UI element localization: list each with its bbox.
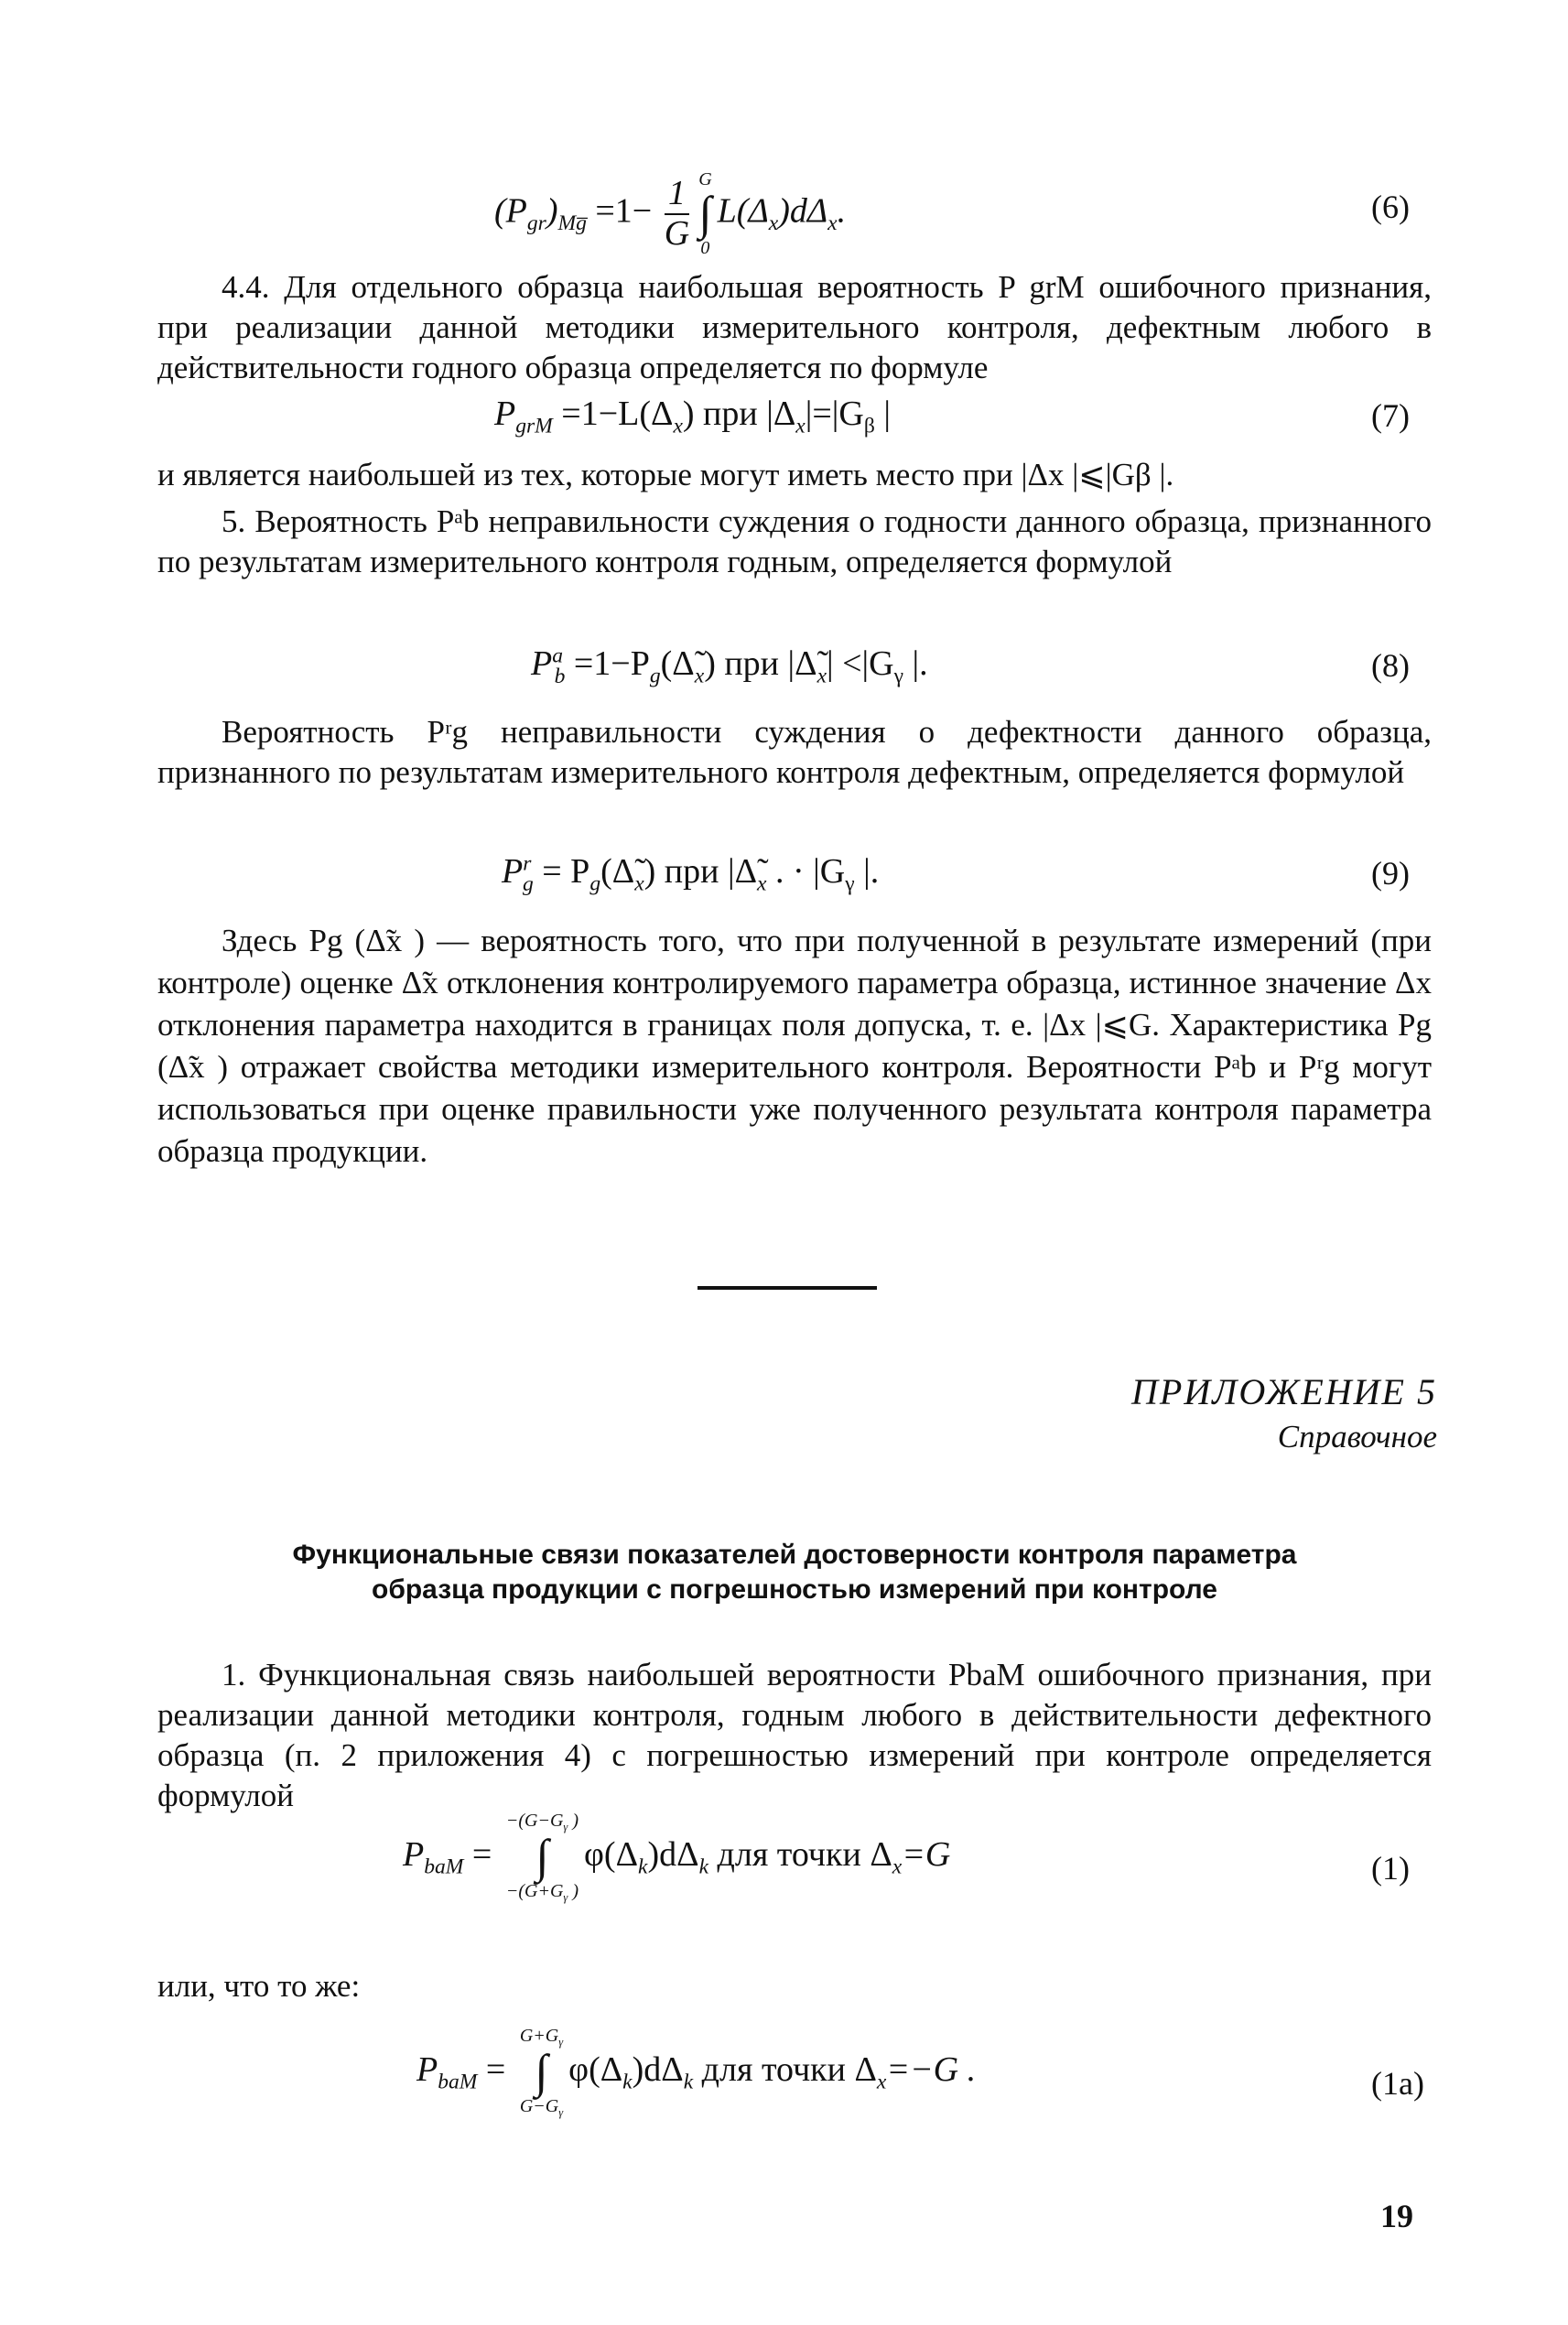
eq6-frac-den: G [664, 213, 690, 253]
eq1a-int-upper-sub: γ [558, 2036, 564, 2049]
eq7-rhs-sub: x [673, 414, 683, 438]
equation-1 [403, 1811, 950, 1904]
section-heading [157, 1538, 1432, 1607]
eq1-lhs-sub: baM [424, 1855, 464, 1879]
eq9-cond-close: |. [854, 852, 880, 891]
equation-7-number: (7) [1371, 397, 1410, 434]
equation-1a [416, 2026, 976, 2119]
eq9-lhs: P [502, 852, 524, 891]
eq6-integral [698, 169, 711, 259]
eq1a-integral [520, 2026, 563, 2119]
eq1a-integrand-end: )dΔ [632, 2049, 684, 2089]
equation-6 [494, 169, 846, 259]
eq1a-int-upper: G+G [519, 2026, 559, 2046]
eq6-dx-sub: x [827, 211, 838, 236]
eq6-int-upper: G [698, 169, 712, 189]
eq1-integrand-end: )dΔ [647, 1834, 699, 1874]
eq1-int-upper: −(G−G [505, 1811, 564, 1831]
paragraph-1: 1. Функциональная связь наибольшей вероятности PbaM ошибочного признания, при реализации данной методики контроля, годным любого в действительности дефектного образца (п. 2 приложения 4) с погрешностью измерений при контроле определяется формулой [157, 1657, 1432, 1813]
eq9-rhs-sub: g [589, 871, 601, 896]
eq1a-point-sub: x [876, 2070, 887, 2094]
eq1-eq-sign: = [463, 1834, 501, 1874]
eq7-cond-sub: x [795, 414, 806, 438]
eq1a-int-lower: G−G [519, 2095, 559, 2116]
eq6-frac-num: 1 [665, 175, 689, 215]
eq1-int-lower-sub: γ [563, 1890, 568, 1904]
eq8-rhs-arg: (Δ̃ [660, 644, 695, 683]
eq7-cond-close: | [874, 395, 891, 433]
equation-9 [502, 851, 879, 897]
appendix-title: ПРИЛОЖЕНИЕ 5 [1131, 1371, 1437, 1412]
eq9-lhs-sup: r [523, 851, 532, 876]
eq6-fraction [665, 175, 689, 254]
eq9-rhs-arg-sub: x [634, 871, 644, 896]
eq8-rhs-sub: g [649, 664, 661, 688]
eq8-lhs: P [531, 644, 553, 683]
eq7-lhs-sub: grM [515, 414, 553, 438]
eq8-cond-sub: x [816, 664, 827, 688]
appendix-subtitle: Справочное [1277, 1419, 1437, 1454]
eq1-lhs: P [403, 1834, 425, 1874]
paragraph-probability-g: Вероятность Pʳg неправильности суждения о дефектности данного образца, признанного по результатам измерительного контроля дефектным, определяется формулой [157, 714, 1432, 790]
eq9-lhs-sub: g [522, 871, 534, 896]
paragraph-after-eq7: и является наибольшей из тех, которые могут иметь место при |Δx |⩽|Gβ |. [157, 457, 1174, 492]
eq1-int-lower: −(G+G [505, 1880, 564, 1901]
paragraph-5: 5. Вероятность Pᵃb неправильности суждения о годности данного образца, признанного по результатам измерительного контроля годным, определяется формулой [157, 503, 1432, 579]
section-heading-line-1: Функциональные связи показателей достоверности контроля параметра [292, 1540, 1297, 1570]
eq1-integrand-sub: k [638, 1855, 648, 1879]
eq8-lhs-sup: a [552, 643, 563, 668]
eq6-eq-sign: =1− [586, 191, 661, 231]
eq8-cond-sub2: γ [893, 664, 904, 688]
eq1a-int-lower-sub: γ [558, 2105, 564, 2119]
equation-8 [531, 643, 928, 689]
paragraph-or-same: или, что то же: [157, 1968, 361, 2004]
equation-1-number: (1) [1371, 1850, 1410, 1887]
eq1-point-end: =G [902, 1834, 951, 1874]
eq6-int-lower: 0 [700, 237, 710, 258]
integral-sign: ∫ [535, 2046, 548, 2099]
equation-1a-number: (1a) [1371, 2065, 1424, 2102]
section-divider [697, 1286, 877, 1290]
eq9-cond-sub: x [757, 871, 767, 896]
eq8-lhs-sub: b [554, 664, 566, 688]
section-heading-line-2: образца продукции с погрешностью измерений при контроле [372, 1574, 1217, 1605]
eq1-int-upper-close: ) [568, 1811, 579, 1831]
eq8-cond-end: | <|G [827, 644, 894, 683]
eq1-point-sub: x [892, 1855, 903, 1879]
eq9-cond-end: . · |G [766, 852, 846, 891]
eq1a-integrand-sub: k [622, 2070, 633, 2094]
eq1-int-upper-sub: γ [563, 1821, 568, 1833]
eq1a-lhs: P [416, 2049, 438, 2089]
eq1a-eq-sign: = [477, 2049, 514, 2089]
eq6-integrand: L(Δ [717, 191, 769, 231]
equation-6-number: (6) [1371, 189, 1410, 225]
eq1a-lhs-sub: baM [438, 2070, 478, 2094]
eq1a-integrand: φ(Δ [568, 2049, 623, 2089]
eq8-rhs-end: ) при |Δ̃ [704, 644, 817, 683]
eq7-cond-end: |=|G [805, 395, 864, 433]
eq6-lhs: (P [494, 191, 527, 231]
eq1a-point: для точки Δ [693, 2049, 877, 2089]
eq7-cond-sub2: β [863, 414, 875, 438]
integral-sign: ∫ [698, 188, 712, 241]
eq1-dk-sub: k [698, 1855, 709, 1879]
equation-7 [494, 394, 891, 439]
eq7-rhs-end: ) при |Δ [682, 395, 796, 433]
page-number: 19 [1380, 2198, 1413, 2234]
eq7-rhs: =1−L(Δ [552, 395, 674, 433]
eq9-cond-sub2: γ [845, 871, 855, 896]
eq9-rhs-end: ) при |Δ̃ [643, 852, 758, 891]
integral-sign: ∫ [535, 1831, 549, 1884]
eq8-rhs: =1−P [565, 644, 650, 683]
eq1-point: для точки Δ [708, 1834, 892, 1874]
eq6-tail: . [837, 191, 847, 231]
eq8-rhs-arg-sub: x [694, 664, 705, 688]
paragraph-here: Здесь Pg (Δ̃x ) — вероятность того, что при полученной в результате измерений (при контроле) оценке Δ̃x отклонения контролируемого параметра образца, истинное значение Δx отклонения параметра находится в границах поля допуска, т. е. |Δx |⩽G. Характеристика Pg (Δ̃x ) отражает свойства методики измерительного контроля. Вероятности Pᵃb и Pʳg могут использоваться при оценке правильности уже полученного результата контроля параметра образца продукции. [157, 923, 1432, 1169]
eq1-integrand: φ(Δ [583, 1834, 639, 1874]
eq6-lhs-close: ) [546, 191, 558, 231]
eq8-cond-close: |. [903, 644, 928, 683]
eq6-integrand-sub: x [768, 211, 779, 236]
paragraph-4-4: 4.4. Для отдельного образца наибольшая вероятность P grM ошибочного признания, при реализации данной методики измерительного контроля, дефектным любого в действительности годного образца определяется по формуле [157, 269, 1432, 385]
equation-9-number: (9) [1371, 855, 1410, 892]
eq6-lhs-sub2: Mg̅ [557, 211, 587, 236]
appendix-header [961, 1368, 1437, 1458]
eq1-int-lower-close: ) [568, 1880, 579, 1901]
eq1-integral [506, 1811, 579, 1904]
eq1a-point-end: =−G . [886, 2049, 977, 2089]
eq7-lhs: P [494, 395, 516, 433]
eq9-rhs-arg: (Δ̃ [600, 852, 635, 891]
equation-8-number: (8) [1371, 647, 1410, 684]
eq6-integrand-end: )dΔ [778, 191, 828, 231]
eq1a-dk-sub: k [683, 2070, 694, 2094]
eq6-lhs-sub: gr [526, 211, 546, 236]
eq9-rhs: = P [533, 852, 590, 891]
